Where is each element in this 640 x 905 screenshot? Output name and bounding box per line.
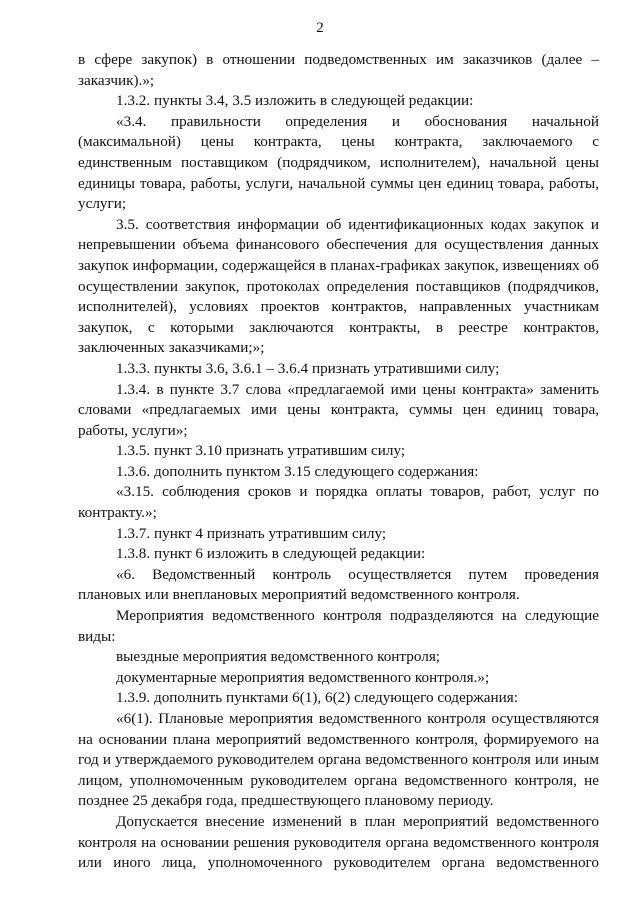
paragraph: 1.3.4. в пункте 3.7 слова «предлагаемой ими цены контракта» заменить словами «предлагаемых ими цены контракта, суммы цен единиц товара, работы, услуги»;: [78, 380, 599, 439]
paragraph: 1.3.8. пункт 6 изложить в следующей редакции:: [116, 545, 426, 563]
paragraph: 1.3.6. дополнить пунктом 3.15 следующего содержания:: [116, 462, 479, 480]
paragraph: «6(1). Плановые мероприятия ведомственного контроля осуществляются на основании плана мероприятий ведомственного контроля, формируемого на год и утверждаемого руководителем органа ведомственного контроля или иным лицом, уполномоченным руководителем органа ведомственного контроля, не позднее 25 декабря года, предшествующего плановому периоду.: [78, 710, 599, 810]
paragraph: «3.15. соблюдения сроков и порядка оплаты товаров, работ, услуг по контракту.»;: [78, 483, 599, 522]
paragraph: 3.5. соответствия информации об идентификационных кодах закупок и непревышении объема финансового обеспечения для осуществления данных закупок информации, содержащейся в планах-графиках закупок, извещениях об осуществлении закупок, протоколах определения поставщиков (подрядчиков, исполнителей), условиях проектов контрактов, направленных участникам закупок, с которыми заключаются контракты, в реестре контрактов, заключенных заказчиками;»;: [78, 215, 599, 357]
paragraph: 1.3.9. дополнить пунктами 6(1), 6(2) следующего содержания:: [116, 689, 518, 707]
page-number: 2: [316, 20, 324, 36]
paragraph: 1.3.2. пункты 3.4, 3.5 изложить в следующей редакции:: [116, 92, 474, 110]
paragraph: документарные мероприятия ведомственного контроля.»;: [116, 668, 490, 686]
paragraph: «3.4. правильности определения и обоснования начальной (максимальной) цены контракта, цены контракта, заключаемого с единственным поставщиком (подрядчиком, исполнителем), начальной цены единицы товара, работы, услуги, начальной суммы цен единиц товара, работы, услуги;: [78, 112, 599, 213]
paragraph: Допускается внесение изменений в план мероприятий ведомственного контроля на основании решения руководителя органа ведомственного контроля или иного лица, уполномоченного руководителем органа ведомственного: [78, 812, 599, 872]
paragraph: 1.3.7. пункт 4 признать утратившим силу;: [116, 524, 387, 542]
paragraph: 1.3.5. пункт 3.10 признать утратившим силу;: [116, 442, 406, 460]
paragraph: Мероприятия ведомственного контроля подразделяются на следующие виды:: [78, 607, 599, 645]
document-body: [78, 50, 599, 874]
paragraph: «6. Ведомственный контроль осуществляется путем проведения плановых или внеплановых мероприятий ведомственного контроля.: [78, 565, 599, 604]
paragraph: выездные мероприятия ведомственного контроля;: [116, 648, 441, 666]
paragraph: в сфере закупок) в отношении подведомственных им заказчиков (далее – заказчик).»;: [78, 51, 599, 89]
paragraph: 1.3.3. пункты 3.6, 3.6.1 – 3.6.4 признать утратившими силу;: [116, 359, 500, 377]
